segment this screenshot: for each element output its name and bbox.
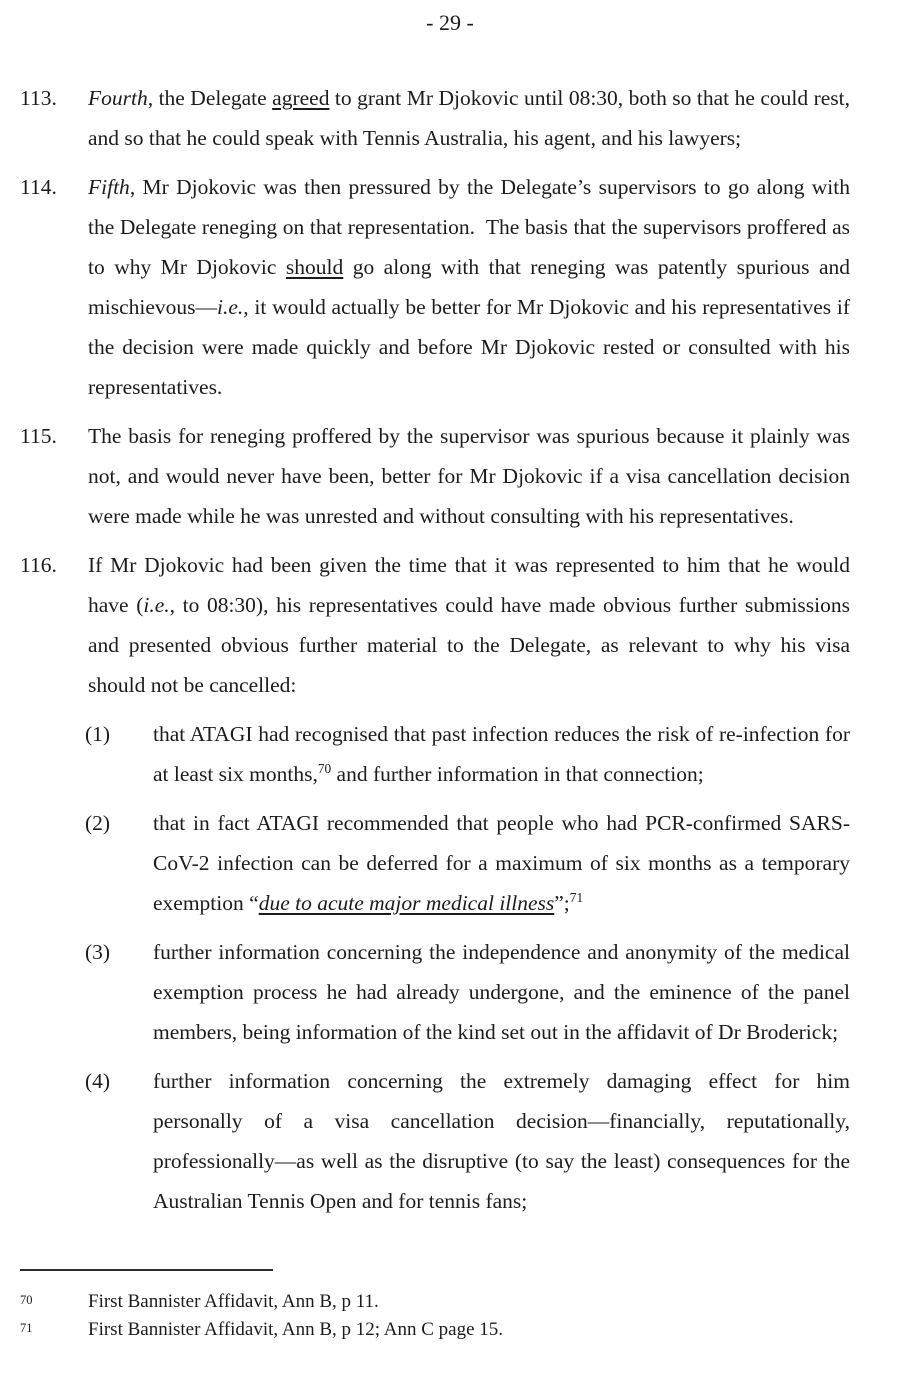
text-segment: ”; <box>554 891 570 915</box>
paragraph <box>20 416 850 536</box>
text-segment: , the Delegate <box>147 86 273 110</box>
paragraph <box>20 167 850 407</box>
sub-item-text <box>153 932 850 1052</box>
text-segment: further information concerning the independence and anonymity of the medical exemption process he had already undergone, and the eminence of the panel members, being information of the kind set out in the affidavit of Dr Broderick; <box>153 940 850 1044</box>
footnote <box>20 1288 850 1316</box>
footnote-marker: 70 <box>20 1293 33 1307</box>
paragraph <box>20 545 850 705</box>
sub-item-number: (3) <box>85 940 111 964</box>
sub-item-text <box>153 714 850 794</box>
footnote-text: First Bannister Affidavit, Ann B, p 11. <box>88 1291 379 1312</box>
paragraph <box>20 78 850 158</box>
footnote <box>20 1316 850 1344</box>
footnote-reference: 71 <box>569 889 584 905</box>
sub-item <box>85 1061 850 1221</box>
text-segment: , Mr Djokovic was then pressured by the Delegate’s supervisors to go along with the Delegate reneging on that representation. The basis that the supervisors proffered as to why Mr Djokovic <box>88 175 850 279</box>
text-segment: further information concerning the extremely damaging effect for him personally of a visa cancellation decision—financially, reputationally, professionally—as well as the disruptive (to say the least) consequences for the Australian Tennis Open and for tennis fans; <box>153 1069 850 1213</box>
paragraph-text <box>88 167 850 407</box>
text-segment: that ATAGI had recognised that past infection reduces the risk of re-infection for at least six months, <box>153 722 850 786</box>
sub-item-number: (1) <box>85 722 111 746</box>
paragraph-number: 114. <box>20 175 57 199</box>
text-segment: The basis for reneging proffered by the supervisor was spurious because it plainly was not, and would never have been, better for Mr Djokovic if a visa cancellation decision were made while he was unrested and without consulting with his representatives. <box>88 424 850 528</box>
sub-item-number: (4) <box>85 1069 111 1093</box>
footnote-marker: 71 <box>20 1321 33 1335</box>
text-segment: and further information in that connection; <box>331 762 704 786</box>
text-segment: , to 08:30), his representatives could have made obvious further submissions and presented obvious further material to the Delegate, as relevant to why his visa should not be cancelled: <box>88 593 850 697</box>
sub-item-text <box>153 803 850 923</box>
sub-item <box>85 932 850 1052</box>
sub-item <box>85 803 850 923</box>
text-segment: i.e. <box>217 295 244 319</box>
text-segment: go along with that reneging was patently spurious and mischievous— <box>88 255 850 319</box>
footnote-text: First Bannister Affidavit, Ann B, p 12; Ann C page 15. <box>88 1319 504 1340</box>
footnote-separator <box>20 1269 273 1271</box>
text-segment: that in fact ATAGI recommended that people who had PCR-confirmed SARS-CoV-2 infection can be deferred for a maximum of six months as a temporary exemption “ <box>153 811 850 915</box>
text-segment: agreed <box>272 86 330 110</box>
paragraph-number: 116. <box>20 553 57 577</box>
sub-item-text <box>153 1061 850 1221</box>
text-segment: i.e. <box>143 593 170 617</box>
document-body <box>20 78 850 1230</box>
sub-item <box>85 714 850 794</box>
paragraph-text <box>88 78 850 158</box>
text-segment: should <box>285 255 344 279</box>
paragraph-number: 113. <box>20 86 57 110</box>
text-segment: due to acute major medical illness <box>258 891 555 915</box>
paragraph-text <box>88 416 850 536</box>
paragraph-text <box>88 545 850 705</box>
text-segment: , it would actually be better for Mr Djokovic and his representatives if the decision were made quickly and before Mr Djokovic rested or consulted with his representatives. <box>88 295 850 399</box>
page-number: - 29 - <box>426 10 474 35</box>
text-segment: Fourth <box>88 86 148 110</box>
text-segment: Fifth <box>88 175 130 199</box>
text-segment: If Mr Djokovic had been given the time that it was represented to him that he would have ( <box>88 553 850 617</box>
footnote-reference: 70 <box>317 760 332 776</box>
paragraph-number: 115. <box>20 424 57 448</box>
text-segment: to grant Mr Djokovic until 08:30, both so that he could rest, and so that he could speak with Tennis Australia, his agent, and his lawyers; <box>88 86 850 150</box>
sub-item-number: (2) <box>85 811 111 835</box>
footnotes <box>20 1288 850 1344</box>
